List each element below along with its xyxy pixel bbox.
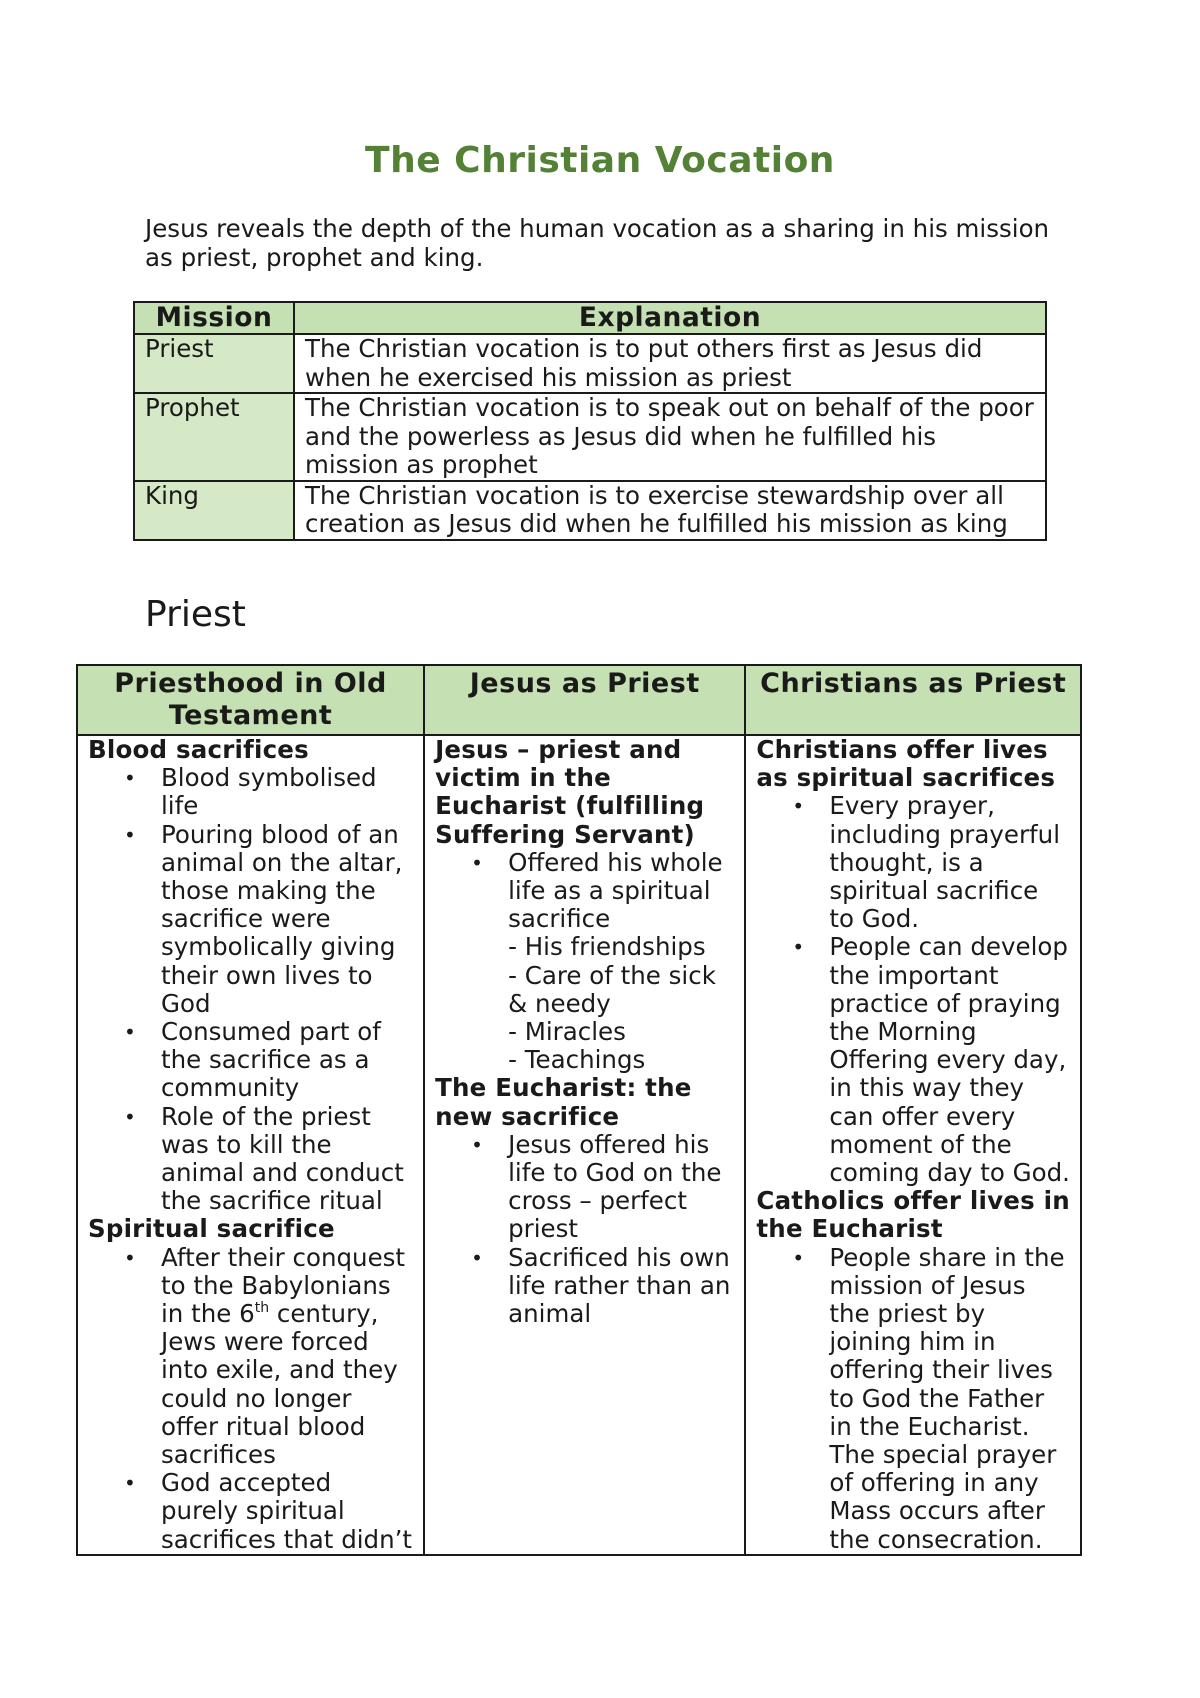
list-item: • Offered his whole life as a spiritual sacrifice [435,849,734,934]
group-title: Jesus – priest and victim in the Eucharist (fulfilling Suffering Servant) [435,735,705,849]
list-item: • Sacrificed his own life rather than an animal [435,1244,734,1329]
list-item-text: century, Jews were forced into exile, and they could no longer offer ritual blood sacrifices [161,1299,398,1470]
list-item: • People can develop the important practice of praying the Morning Offering every day, in this way they can offer every moment of the coming day to God. [756,933,1070,1187]
explanation-cell: The Christian vocation is to exercise stewardship over all creation as Jesus did when he fulfilled his mission as king [294,481,1046,540]
sub-item: - Teachings [508,1045,646,1075]
bullet-list [756,792,1070,1187]
group-title: Blood sacrifices [88,735,309,764]
sub-item: - His friendships [508,932,706,962]
sub-item: - Care of the sick & needy [508,960,716,1018]
section-heading-priest: Priest [145,594,246,635]
header-old-testament: Priesthood in Old Testament [77,665,424,735]
intro-paragraph: Jesus reveals the depth of the human vocation as a sharing in his mission as priest, prophet and king. [145,214,1050,272]
header-jesus-as-priest: Jesus as Priest [424,665,745,735]
list-item: • Pouring blood of an animal on the altar, those making the sacrifice were symbolically giving their own lives to God [88,821,413,1018]
table-row [77,735,1081,1555]
header-christians-as-priest: Christians as Priest [745,665,1081,735]
group-title: Spiritual sacrifice [88,1214,335,1244]
list-item: • Role of the priest was to kill the animal and conduct the sacrifice ritual [88,1103,413,1216]
table-row [134,481,1046,540]
table-row [134,393,1046,481]
page-title: The Christian Vocation [365,140,835,181]
list-item: • God accepted purely spiritual sacrifices that didn’t [88,1469,413,1554]
bullet-list [88,1244,413,1554]
mission-cell: Priest [134,334,294,393]
list-item [88,1244,413,1470]
bullet-list [756,1244,1070,1554]
superscript: th [254,1300,270,1317]
header-explanation: Explanation [294,302,1046,334]
explanation-cell: The Christian vocation is to speak out on behalf of the poor and the powerless as Jesus did when he fulfilled his mission as prophet [294,393,1046,481]
group-title: Christians offer lives as spiritual sacrifices [756,735,1056,793]
jesus-as-priest-cell [424,735,745,1555]
group-title: The Eucharist: the new sacrifice [435,1073,692,1131]
list-item-text: After their conquest to the Babylonians in the 6 [161,1242,406,1329]
mission-table [133,301,1047,541]
list-item: • People share in the mission of Jesus the priest by joining him in offering their lives to God the Father in the Eucharist. The special prayer of offering in any Mass occurs after the consecration. [756,1244,1070,1554]
list-item: • Blood symbolised life [88,764,413,820]
header-mission: Mission [134,302,294,334]
old-testament-cell [77,735,424,1555]
group-title: Catholics offer lives in the Eucharist [756,1186,1070,1244]
bullet-list [435,1131,734,1328]
sub-item: - Miracles [508,1017,626,1047]
list-item: • Consumed part of the sacrifice as a community [88,1018,413,1103]
list-item: • Every prayer, including prayerful thought, is a spiritual sacrifice to God. [756,792,1070,933]
list-item: • Jesus offered his life to God on the cross – perfect priest [435,1131,734,1244]
priest-table [76,664,1082,1556]
mission-table-header [134,302,1046,334]
table-row [134,334,1046,393]
bullet-list [88,764,413,1215]
priest-table-header [77,665,1081,735]
mission-cell: King [134,481,294,540]
bullet-list [435,849,734,934]
explanation-cell: The Christian vocation is to put others first as Jesus did when he exercised his mission as priest [294,334,1046,393]
mission-cell: Prophet [134,393,294,481]
christians-as-priest-cell [745,735,1081,1555]
